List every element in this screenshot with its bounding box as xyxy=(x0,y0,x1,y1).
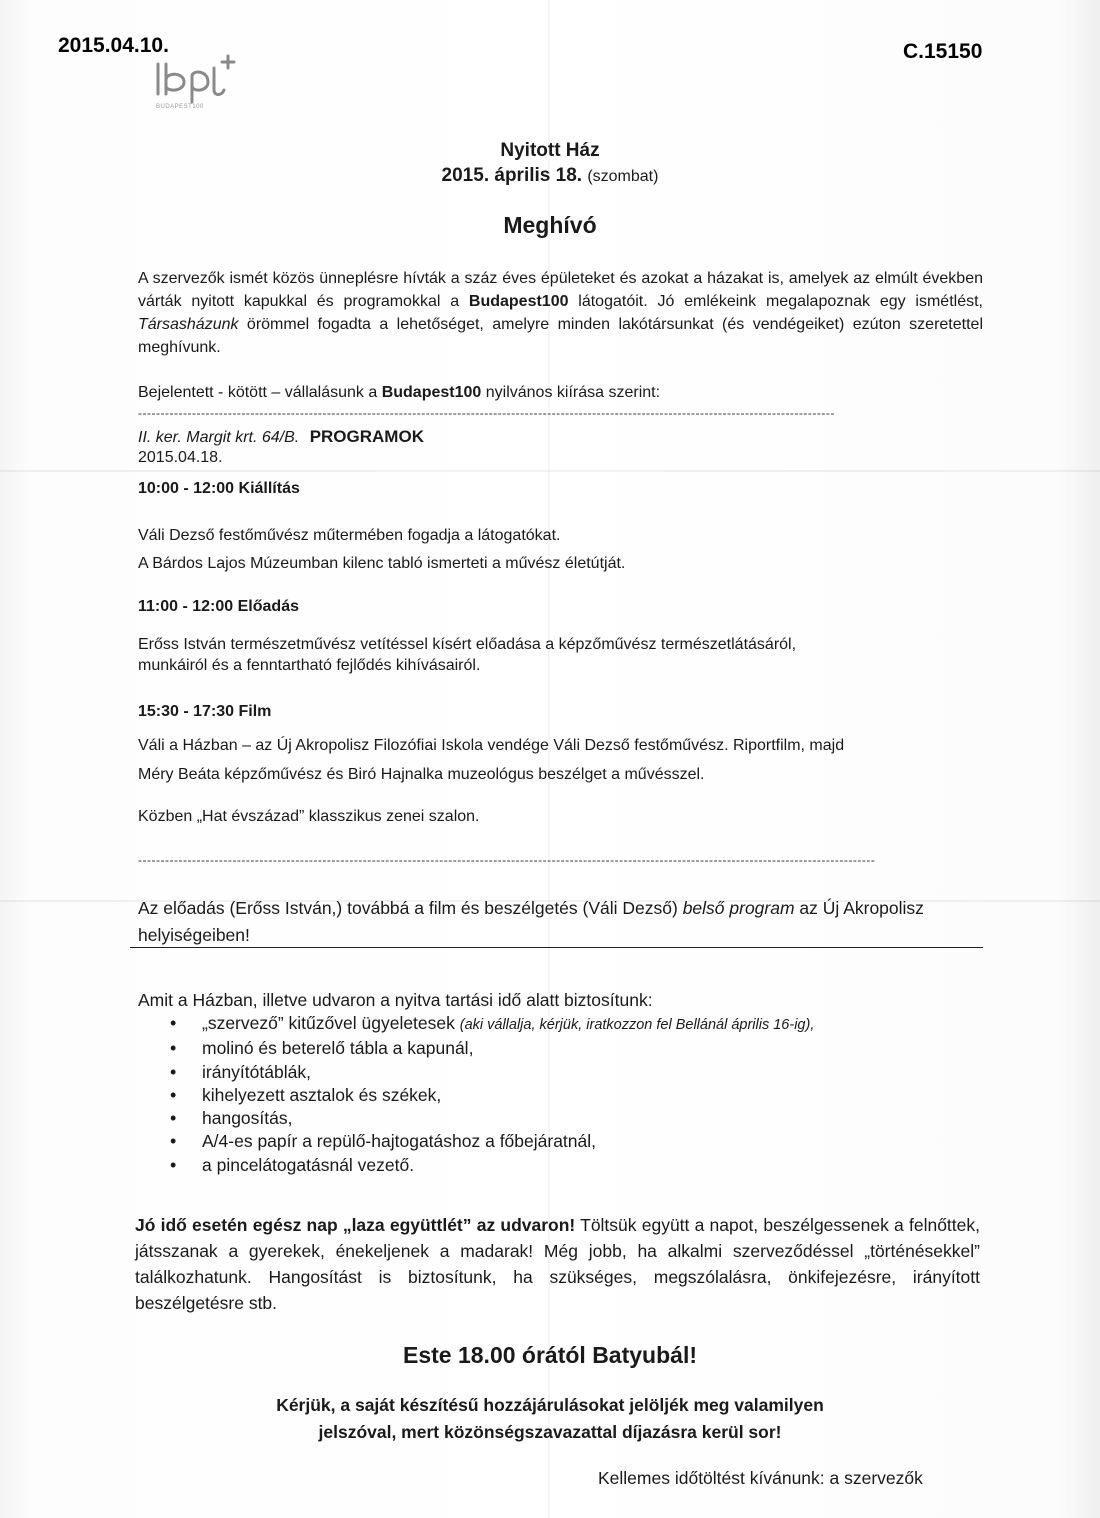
program-time-film: 15:30 - 17:30 Film xyxy=(138,703,272,720)
event-date-line xyxy=(0,165,1100,187)
program-description-line: Erőss István természetművész vetítéssel kísért előadása a képzőművész természetlátásáról, xyxy=(138,636,797,653)
venue-note-italic: belső program xyxy=(682,898,795,918)
commitment-text: Bejelentett - kötött – vállalásunk a xyxy=(138,384,382,401)
closing-signature: Kellemes időtöltést kívánunk: a szervezők xyxy=(598,1468,923,1488)
provisions-list xyxy=(170,1012,814,1177)
list-item-note: (aki vállalja, kérjük, iratkozzon fel Bellánál április 16-ig), xyxy=(459,1017,815,1033)
program-time-exhibition: 10:00 - 12:00 Kiállítás xyxy=(138,480,300,497)
program-address: II. ker. Margit krt. 64/B. xyxy=(138,429,300,446)
commitment-line xyxy=(138,384,660,402)
weather-paragraph xyxy=(135,1212,980,1316)
list-item: • a pincelátogatásnál vezető. xyxy=(170,1154,814,1177)
venue-note-text: Az előadás (Erőss István,) továbbá a film és beszélgetés (Váli Dezső) xyxy=(138,898,683,918)
provisions-intro: Amit a Házban, illetve udvaron a nyitva tartási idő alatt biztosítunk: xyxy=(138,990,653,1010)
paper-fold xyxy=(0,470,1100,472)
program-description-line: Méry Beáta képzőművész és Biró Hajnalka muzeológus beszélget a művésszel. xyxy=(138,766,705,783)
venue-note xyxy=(138,895,983,949)
evening-request: Kérjük, a saját készítésű hozzájárulásokat jelöljék meg valamilyen jelszóval, mert közönségszavazattal díjazásra kerül sor! xyxy=(276,1395,824,1442)
evening-title: Este 18.00 órától Batyubál! xyxy=(403,1342,697,1368)
intro-text: látogatóit. Jó emlékeink megalapoznak egy ismétlést, xyxy=(568,293,983,310)
invitation-title: Meghívó xyxy=(503,212,597,238)
list-item: • hangosítás, xyxy=(170,1107,814,1130)
list-item: • kihelyezett asztalok és székek, xyxy=(170,1084,814,1107)
event-name: Nyitott Ház xyxy=(500,140,600,161)
dashed-separator: ----------------------------------------------------------------------------------------------------------------------------------------------------------- xyxy=(138,406,835,420)
program-description-line: A Bárdos Lajos Múzeumban kilenc tabló ismerteti a művész életútját. xyxy=(138,555,626,572)
list-item: • A/4-es papír a repülő-hajtogatáshoz a főbejáratnál, xyxy=(170,1130,814,1153)
budapest100-logo xyxy=(150,50,240,112)
intro-text: A szervezők ismét közös ünneplésre hívták a száz éves épületeket és azokat a házakat is, amelyek az elmúlt években várták nyitott kapukkal és programokkal a xyxy=(138,270,983,310)
svg-text:BUDAPEST100: BUDAPEST100 xyxy=(156,104,204,110)
list-item: • molinó és beterelő tábla a kapunál, xyxy=(170,1037,814,1060)
event-date: 2015. április 18. xyxy=(441,165,583,186)
list-item xyxy=(170,1012,814,1037)
program-description-line: Váli a Házban – az Új Akropolisz Filozófiai Iskola vendége Váli Dezső festőművész. Riportfilm, majd xyxy=(138,737,845,754)
underline-rule xyxy=(130,947,983,948)
brand-name: Budapest100 xyxy=(468,293,569,310)
intro-text: örömmel fogadta a lehetőséget, amelyre minden lakótársunkat (és vendégeiket) ezúton szeretettel meghívunk. xyxy=(138,316,983,356)
brand-name: Budapest100 xyxy=(381,384,482,401)
date-stamp: 2015.04.10. xyxy=(58,34,169,57)
program-description-line: Váli Dezső festőművész műtermében fogadja a látogatókat. xyxy=(138,527,561,544)
venue-note-text: az Új Akropolisz helyiségeiben! xyxy=(138,898,924,945)
weather-bold: Jó idő esetén egész nap „laza együttlét” az udvaron! xyxy=(135,1215,576,1235)
program-description-line: Közben „Hat évszázad” klasszikus zenei szalon. xyxy=(138,808,480,825)
program-address-line xyxy=(138,427,424,447)
intro-paragraph xyxy=(138,267,983,359)
program-description-line: munkáiról és a fenntartható fejlődés kihívásairól. xyxy=(138,657,481,674)
dashed-separator: -------------------------------------------------------------------------------------------------------------------------------------------------------------------- xyxy=(138,853,876,867)
program-time-lecture: 11:00 - 12:00 Előadás xyxy=(138,598,299,615)
weather-text: Töltsük együtt a napot, beszélgessenek a felnőttek, játsszanak a gyerekek, énekeljenek a madarak! Még jobb, ha alkalmi szerveződéssel „történésekkel” találkozhatunk. Hangosítást is biztosítunk, ha szükséges, megszólalásra, önkifejezésre, irányított beszélgetésre stb. xyxy=(135,1215,980,1313)
program-heading: PROGRAMOK xyxy=(309,427,424,446)
list-item-text: „szervező” kitűzővel ügyeletesek xyxy=(202,1013,460,1033)
list-item: • irányítótáblák, xyxy=(170,1061,814,1084)
document-code: C.15150 xyxy=(903,40,983,63)
event-weekday: (szombat) xyxy=(587,168,659,185)
program-date: 2015.04.18. xyxy=(138,449,223,466)
commitment-text: nyilvános kiírása szerint: xyxy=(481,384,661,401)
intro-italic: Társasházunk xyxy=(138,316,239,333)
